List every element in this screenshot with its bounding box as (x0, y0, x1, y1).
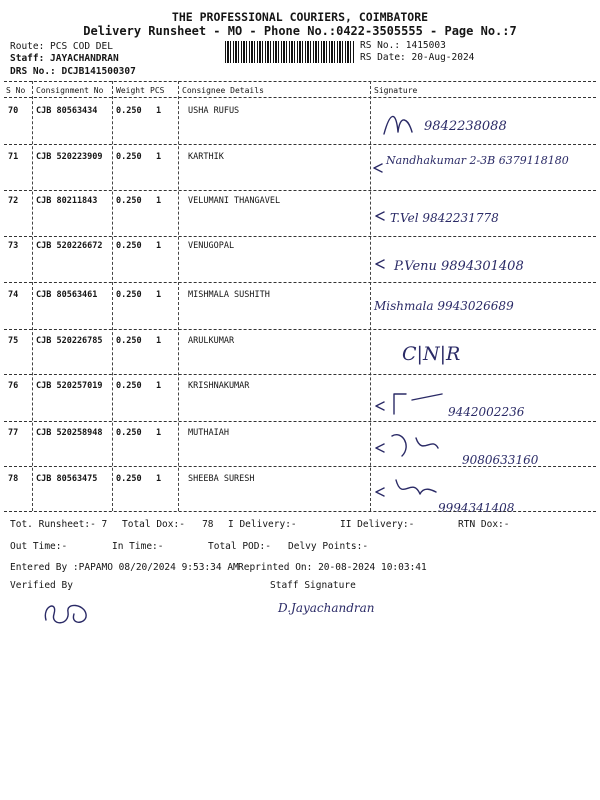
row-pcs: 1 (156, 106, 162, 116)
row-sno: 71 (8, 152, 19, 162)
row-signature (372, 200, 592, 240)
row-consignment: CJB 520257019 (36, 381, 103, 391)
row-weight: 0.250 (116, 428, 142, 438)
second-delivery: II Delivery:- (340, 519, 415, 530)
row-signature (380, 104, 580, 148)
row-sno: 72 (8, 196, 19, 206)
col-consignment: Consignment No (36, 86, 104, 95)
row-signature (400, 338, 520, 372)
row-signature (372, 146, 592, 196)
row-rule (4, 236, 596, 237)
route-label: Route: PCS COD DEL (10, 41, 113, 52)
col-pcs: PCS (150, 86, 165, 95)
row-consignee: VENUGOPAL (188, 241, 235, 251)
row-pcs: 1 (156, 290, 162, 300)
col-consignee: Consignee Details (182, 86, 264, 95)
verifier-signature (40, 596, 100, 634)
drs-number: DRS No.: DCJB141500307 (10, 66, 136, 77)
col-divider (32, 81, 33, 511)
table-top-rule (4, 81, 596, 82)
runsheet-title: Delivery Runsheet - MO - Phone No.:0422-3505555 - Page No.:7 (83, 24, 517, 38)
row-weight: 0.250 (116, 196, 142, 206)
signature-text: Nandhakumar 2-3B 6379118180 (386, 154, 569, 167)
table-header-rule (4, 97, 596, 98)
row-sno: 77 (8, 428, 19, 438)
row-consignment: CJB 520223909 (36, 152, 103, 162)
row-pcs: 1 (156, 336, 162, 346)
signature-text: T.Vel 9842231778 (390, 211, 499, 225)
signature-text: C|N|R (402, 343, 461, 365)
row-pcs: 1 (156, 196, 162, 206)
row-consignment: CJB 80563434 (36, 106, 98, 116)
row-sno: 75 (8, 336, 19, 346)
rs-number: RS No.: 1415003 (360, 40, 446, 51)
row-pcs: 1 (156, 152, 162, 162)
row-weight: 0.250 (116, 474, 142, 484)
row-consignment: CJB 80211843 (36, 196, 98, 206)
row-pcs: 1 (156, 474, 162, 484)
row-consignee: MUTHAIAH (188, 428, 229, 438)
row-weight: 0.250 (116, 290, 142, 300)
row-consignment: CJB 520258948 (36, 428, 103, 438)
row-sno: 76 (8, 381, 19, 391)
col-divider (370, 81, 371, 511)
row-sno: 74 (8, 290, 19, 300)
total-dox: Total Dox:- 78 (122, 519, 214, 530)
row-pcs: 1 (156, 381, 162, 391)
total-pod: Total POD:- (208, 541, 271, 552)
barcode (225, 41, 355, 63)
row-rule (4, 144, 596, 145)
out-time: Out Time:- (10, 541, 68, 552)
row-weight: 0.250 (116, 336, 142, 346)
row-weight: 0.250 (116, 381, 142, 391)
row-rule (4, 282, 596, 283)
col-weight: Weight (116, 86, 145, 95)
delivery-points: Delvy Points:- (288, 541, 369, 552)
row-weight: 0.250 (116, 241, 142, 251)
row-sno: 70 (8, 106, 19, 116)
row-consignee: ARULKUMAR (188, 336, 235, 346)
col-divider (178, 81, 179, 511)
company-name: THE PROFESSIONAL COURIERS, COIMBATORE (171, 10, 429, 24)
row-consignee: KRISHNAKUMAR (188, 381, 250, 391)
row-consignment: CJB 520226672 (36, 241, 103, 251)
signature-text: 9442002236 (448, 405, 525, 419)
row-consignment: CJB 520226785 (36, 336, 103, 346)
row-rule (4, 190, 596, 191)
row-sno: 73 (8, 241, 19, 251)
row-rule (4, 466, 596, 467)
reprinted-on: Reprinted On: 20-08-2024 10:03:41 (238, 562, 427, 573)
row-weight: 0.250 (116, 106, 142, 116)
row-pcs: 1 (156, 241, 162, 251)
staff-signature (276, 588, 396, 632)
signature-text: Mishmala 9943026689 (374, 299, 514, 313)
staff-signature-label: Staff Signature (270, 580, 356, 591)
row-signature (372, 240, 592, 288)
total-runsheet: Tot. Runsheet:- 7 (10, 519, 108, 530)
row-pcs: 1 (156, 428, 162, 438)
staff-label: Staff: JAYACHANDRAN (10, 53, 119, 64)
row-signature (372, 292, 592, 326)
row-rule (4, 329, 596, 330)
row-consignee: KARTHIK (188, 152, 224, 162)
first-delivery: I Delivery:- (228, 519, 297, 530)
entered-by: Entered By :PAPAMO 08/20/2024 9:53:34 AM (10, 562, 239, 573)
row-sno: 78 (8, 474, 19, 484)
signature-text: 9842238088 (424, 119, 507, 134)
row-consignee: USHA RUFUS (188, 106, 240, 116)
col-signature: Signature (374, 86, 418, 95)
row-consignment: CJB 80563461 (36, 290, 98, 300)
signature-text: P.Venu 9894301408 (394, 259, 524, 274)
row-consignee: SHEEBA SURESH (188, 474, 255, 484)
row-consignee: VELUMANI THANGAVEL (188, 196, 281, 206)
in-time: In Time:- (112, 541, 164, 552)
table-bottom-rule (4, 511, 596, 512)
row-rule (4, 374, 596, 375)
row-rule (4, 421, 596, 422)
signature-text: 9994341408 (438, 501, 515, 515)
col-sno: S No (6, 86, 26, 95)
rs-date: RS Date: 20-Aug-2024 (360, 52, 475, 63)
row-signature (372, 472, 592, 520)
signature-text: 9080633160 (462, 453, 539, 467)
row-consignee: MISHMALA SUSHITH (188, 290, 270, 300)
row-consignment: CJB 80563475 (36, 474, 98, 484)
staff-signature-text: D.Jayachandran (278, 601, 375, 615)
verified-by: Verified By (10, 580, 73, 591)
return-dox: RTN Dox:- (458, 519, 510, 530)
col-divider (112, 81, 113, 511)
row-weight: 0.250 (116, 152, 142, 162)
